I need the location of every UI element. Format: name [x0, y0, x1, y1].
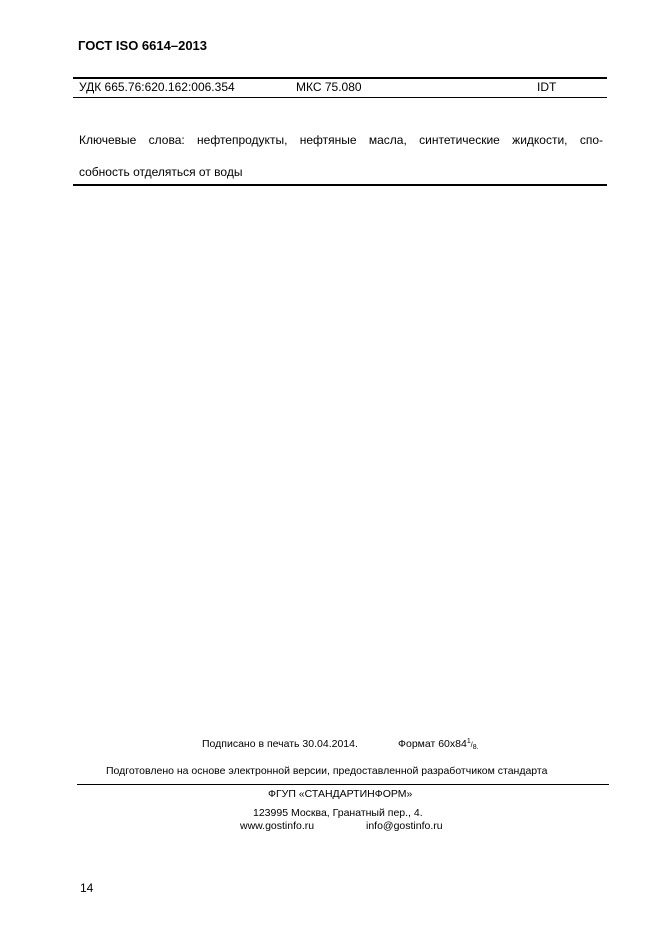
publisher-name: ФГУП «СТАНДАРТИНФОРМ» [268, 788, 413, 800]
publisher-address: 123995 Москва, Гранатный пер., 4. [253, 807, 423, 819]
signed-date: Подписано в печать 30.04.2014. [202, 738, 358, 750]
idt-label: IDT [537, 80, 557, 94]
prepared-note: Подготовлено на основе электронной версии, предоставленной разработчиком стандарта [106, 765, 548, 777]
website-link[interactable]: www.gostinfo.ru [240, 820, 315, 832]
format-prefix: Формат 60x84 [398, 738, 467, 750]
keywords-line-2: собность отделяться от воды [79, 165, 243, 179]
format-fraction [467, 738, 479, 751]
format-denominator: 8 [472, 744, 477, 751]
print-format [398, 738, 479, 750]
format-slash: / [470, 742, 473, 749]
keywords-line-1: Ключевые слова: нефтепродукты, нефтяные масла, синтетические жидкости, спо- [79, 133, 603, 147]
format-suffix: . [476, 744, 479, 751]
keywords-paragraph [79, 124, 603, 188]
keywords-divider [73, 184, 607, 186]
publisher-divider [77, 784, 609, 785]
page-number: 14 [80, 881, 94, 895]
mks-code: МКС 75.080 [296, 80, 362, 94]
format-numerator: 1 [466, 738, 471, 745]
udc-code: УДК 665.76:620.162:006.354 [79, 80, 235, 94]
meta-divider [73, 97, 607, 98]
top-divider [73, 77, 607, 79]
email-link[interactable]: info@gostinfo.ru [366, 820, 443, 832]
document-designation: ГОСТ ISO 6614–2013 [78, 38, 208, 53]
